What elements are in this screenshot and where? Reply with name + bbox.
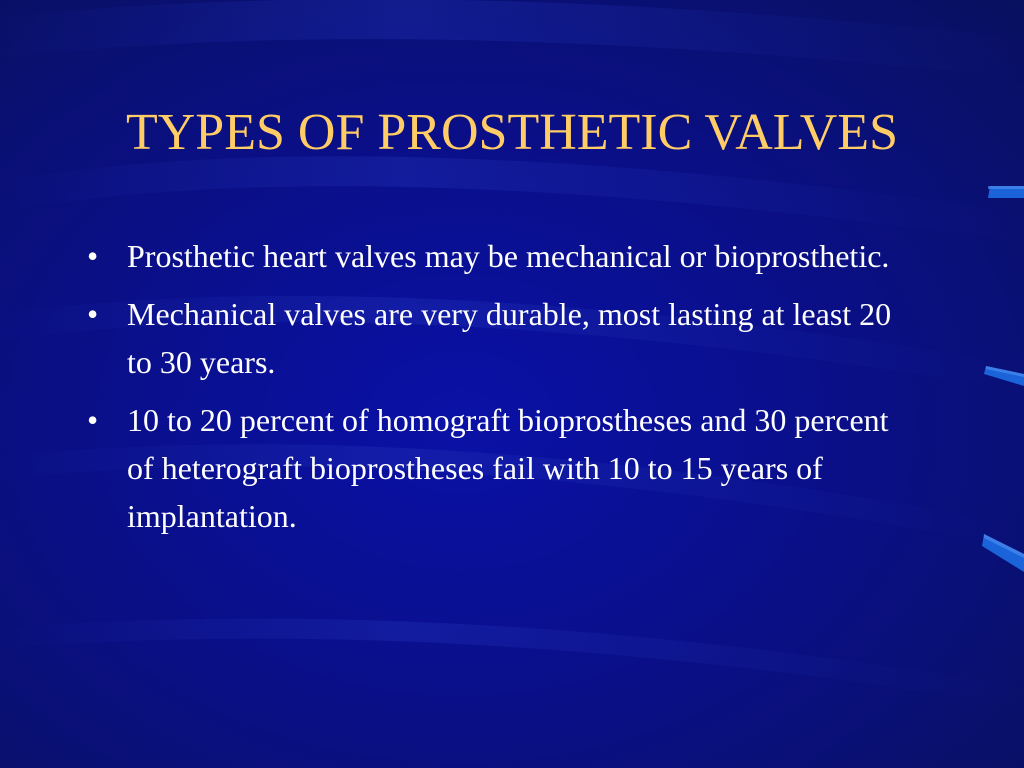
slide-title: TYPES OF PROSTHETIC VALVES	[125, 104, 898, 161]
bullet-text: Prosthetic heart valves may be mechanical or bioprosthetic.	[127, 238, 890, 274]
bullet-marker: •	[87, 238, 99, 274]
bullet-item	[87, 232, 917, 280]
bullet-text: 10 to 20 percent of homograft bioprostheses and 30 percent of heterograft bioprostheses fail with 10 to 15 years of implantation.	[127, 402, 889, 534]
bullet-list	[87, 232, 917, 550]
bullet-marker: •	[87, 402, 99, 438]
bullet-item	[87, 396, 917, 540]
bullet-item	[87, 290, 917, 386]
bullet-marker: •	[87, 296, 99, 332]
bullet-text: Mechanical valves are very durable, most lasting at least 20 to 30 years.	[127, 296, 892, 380]
